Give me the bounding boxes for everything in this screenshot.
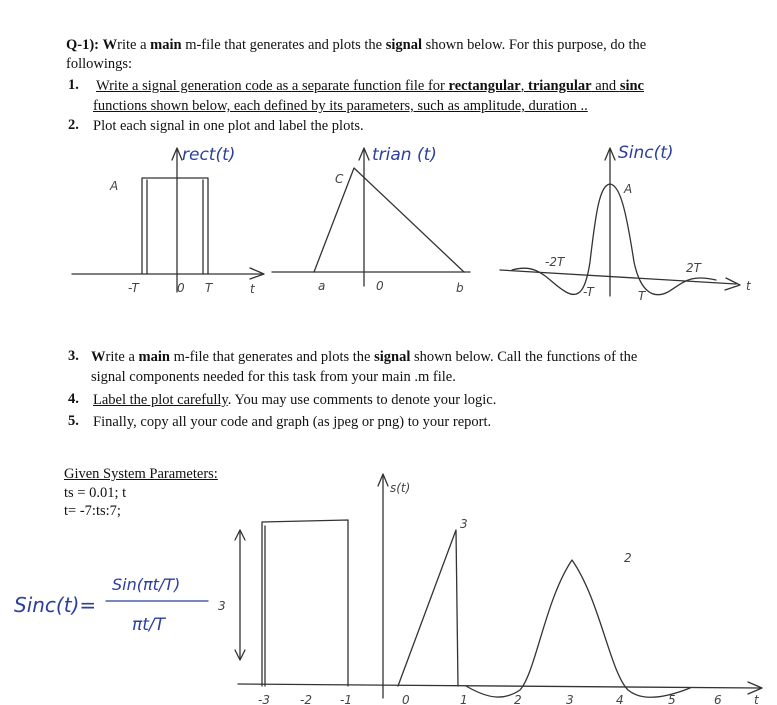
question-text-a: rite a — [117, 37, 151, 53]
tri-sketch — [272, 145, 470, 295]
sinc-title: Sinc(t) — [618, 143, 674, 163]
question-line-2: followings: — [66, 56, 133, 72]
formula-denominator: πt/T — [132, 615, 166, 635]
question-id: Q-1): — [66, 37, 100, 53]
sinc-tick-neg-2t: -2T — [545, 255, 565, 269]
sinc-formula — [14, 575, 208, 635]
tri-tick-zero: 0 — [376, 279, 384, 293]
item-4-underlined: Label the plot carefully — [93, 392, 228, 408]
item-3-line-2: signal components needed for this task from your main .m file. — [91, 369, 456, 385]
item-3-text-3: shown below. Call the functions of the — [410, 349, 638, 365]
question-text-c: shown below. For this purpose, do the — [421, 37, 647, 53]
item-4-number: 4. — [68, 391, 79, 407]
item-1-number: 1. — [68, 77, 79, 93]
rect-title: rect(t) — [182, 145, 236, 165]
main-tick-2: 2 — [514, 693, 522, 705]
tri-tick-a: a — [318, 279, 326, 293]
sinc-tick-t: T — [638, 289, 646, 303]
item-3-w: W — [91, 349, 106, 365]
main-sketch — [218, 474, 762, 705]
item-3-text-2: m-file that generates and plots the — [169, 349, 375, 365]
main-tick-3: 3 — [566, 693, 574, 705]
params-line-1: ts = 0.01; t — [64, 485, 127, 501]
main-tick-4: 4 — [616, 693, 624, 705]
sinc-curve — [512, 184, 716, 295]
item-1-text-2: a separate function file for — [291, 78, 449, 94]
main-sinc-curve — [466, 560, 690, 697]
main-axis-label: t — [754, 693, 759, 705]
item-4-text: . You may use comments to denote your logic. — [227, 392, 497, 408]
item-1-text-1: Write a signal generation code as — [96, 78, 292, 94]
main-tick-neg1: -1 — [340, 693, 352, 705]
item-3-text-1: rite a — [105, 349, 139, 365]
item-3-signal: signal — [374, 349, 411, 365]
sinc-tick-neg-t: -T — [583, 285, 594, 299]
rect-pulse — [142, 178, 208, 274]
rect-tick-zero: 0 — [177, 281, 185, 295]
sinc-tick-2t: 2T — [686, 261, 701, 275]
item-1-tri: triangular — [527, 78, 592, 94]
main-tick-1: 1 — [460, 693, 468, 705]
main-tick-neg3: -3 — [258, 693, 270, 705]
tri-amp-label: C — [335, 172, 344, 186]
sinc-amp-label: A — [624, 182, 633, 196]
main-x-axis — [238, 684, 760, 688]
sinc-sketch — [500, 143, 752, 303]
item-1-line-2: functions shown below, each defined by its parameters, such as amplitude, duration .. — [93, 98, 588, 114]
question-w: W — [102, 37, 118, 53]
tri-title: trian (t) — [372, 145, 437, 165]
rect-axis-label: t — [250, 282, 255, 296]
formula-numerator: Sin(πt/T) — [112, 575, 181, 594]
sinc-axis-label: t — [746, 279, 751, 293]
rect-tick-neg-t: -T — [128, 281, 139, 295]
main-rect-pulse — [262, 520, 348, 686]
main-title: s(t) — [390, 481, 411, 495]
main-tick-5: 5 — [668, 693, 676, 705]
item-1-text-4: and — [591, 78, 620, 94]
tri-tick-b: b — [456, 281, 464, 295]
main-tick-0: 0 — [402, 693, 410, 705]
formula-lhs: Sinc(t)= — [14, 593, 97, 617]
params-title: Given System Parameters: — [64, 466, 218, 482]
main-amp-left: 3 — [218, 599, 226, 613]
main-tick-neg2: -2 — [300, 693, 312, 705]
question-text-b: m-file that generates and plots the — [181, 37, 386, 53]
rect-amp-label: A — [110, 179, 119, 193]
rect-tick-t: T — [205, 281, 213, 295]
item-5-text: Finally, copy all your code and graph (as jpeg or png) to your report. — [93, 414, 492, 430]
question-signal: signal — [385, 37, 422, 53]
question-main: main — [150, 37, 182, 53]
item-1-text-3: , — [520, 78, 528, 94]
main-tick-6: 6 — [714, 693, 722, 705]
item-3-number: 3. — [68, 348, 79, 364]
main-amp-tri: 3 — [460, 517, 468, 531]
rect-sketch — [72, 145, 264, 296]
main-tri-pulse — [398, 530, 458, 686]
main-amp-sinc: 2 — [624, 551, 632, 565]
params-line-2: t= -7:ts:7; — [64, 503, 121, 519]
item-1-rect: rectangular — [448, 78, 521, 94]
item-5-number: 5. — [68, 413, 79, 429]
item-3-main: main — [138, 349, 170, 365]
item-2-text: Plot each signal in one plot and label the plots. — [93, 118, 364, 134]
item-2-number: 2. — [68, 117, 79, 133]
item-1-sinc: sinc — [619, 78, 644, 94]
